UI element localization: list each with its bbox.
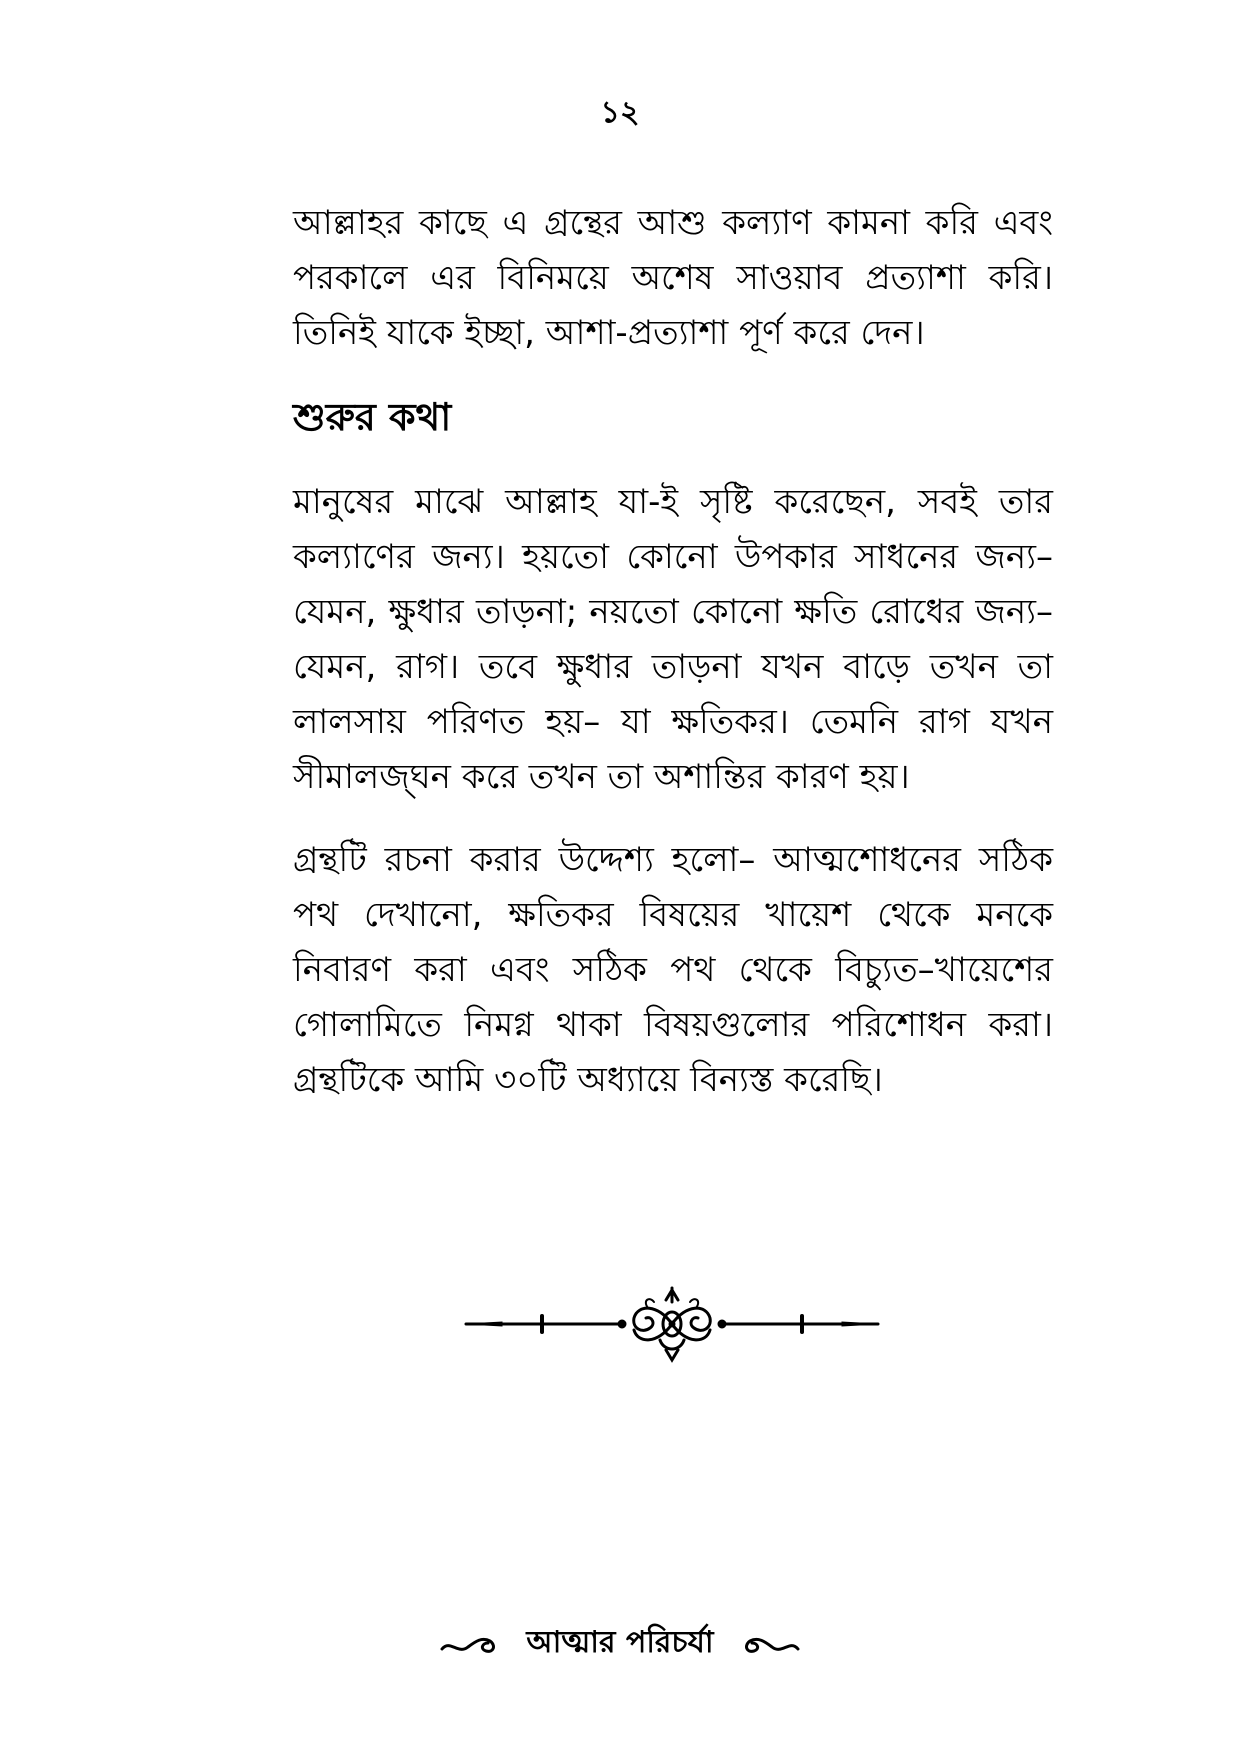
footer-book-title: আত্মার পরিচর্যা bbox=[526, 1625, 714, 1660]
body-paragraph-2: গ্রন্থটি রচনা করার উদ্দেশ্য হলো– আত্মশোধনের সঠিক পথ দেখানো, ক্ষতিকর বিষয়ের খায়েশ থেকে মনকে নিবারণ করা এবং সঠিক পথ থেকে বিচ্যুত–খায়েশের গোলামিতে নিমগ্ন থাকা বিষয়গুলোর পরিশোধন করা। গ্রন্থটিকে আমি ৩০টি অধ্যায়ে বিন্যস্ত করেছি। bbox=[293, 840, 1053, 1100]
intro-paragraph: আল্লাহর কাছে এ গ্রন্থের আশু কল্যাণ কামনা করি এবং পরকালে এর বিনিময়ে অশেষ সাওয়াব প্রত্যাশা করি। তিনিই যাকে ইচ্ছা, আশা-প্রত্যাশা পূর্ণ করে দেন। bbox=[293, 203, 1053, 353]
page-body bbox=[293, 196, 1053, 1108]
right-flourish-icon bbox=[738, 1629, 802, 1659]
running-footer bbox=[0, 1618, 1240, 1669]
body-paragraph-1: মানুষের মাঝে আল্লাহ যা-ই সৃষ্টি করেছেন, সবই তার কল্যাণের জন্য। হয়তো কোনো উপকার সাধনের জন্য– যেমন, ক্ষুধার তাড়না; নয়তো কোনো ক্ষতি রোধের জন্য– যেমন, রাগ। তবে ক্ষুধার তাড়না যখন বাড়ে তখন তা লালসায় পরিণত হয়– যা ক্ষতিকর। তেমনি রাগ যখন সীমালজ্ঘন করে তখন তা অশান্তির কারণ হয়। bbox=[293, 482, 1053, 797]
left-flourish-icon bbox=[438, 1629, 502, 1659]
section-heading: শুরুর কথা bbox=[293, 395, 452, 439]
page-number: ১২ bbox=[600, 95, 640, 130]
ornament-divider-icon bbox=[462, 1278, 882, 1368]
